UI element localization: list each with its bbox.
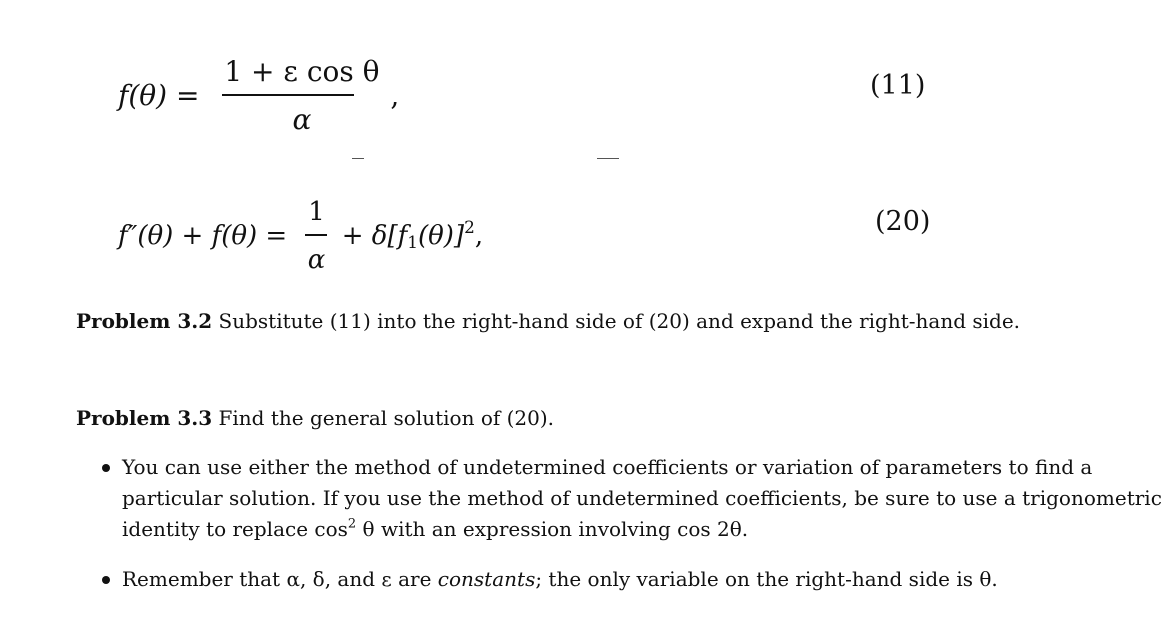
equation-20-number: (20)	[875, 206, 931, 237]
hint-list	[100, 452, 1162, 595]
bullet-1-line-3	[122, 514, 940, 545]
bullet-2-text-a: Remember that α, δ, and ε are	[122, 567, 438, 591]
equation-20-expression	[118, 192, 483, 280]
bullet-icon	[102, 576, 110, 584]
equation-11-trailing: ,	[390, 78, 400, 112]
problem-3-3-label: Problem 3.3	[76, 406, 213, 430]
equation-20-denominator: α	[307, 244, 326, 275]
equation-11-denominator: α	[292, 102, 312, 136]
equation-20-rest	[342, 216, 483, 256]
equation-20-lhs: f″(θ) + f(θ) =	[118, 220, 288, 251]
problem-3-2-label: Problem 3.2	[76, 309, 213, 333]
equation-20-rest-prefix: + δ[f	[341, 220, 408, 251]
equation-11-fraction	[222, 52, 381, 140]
equation-11-lhs: f(θ) =	[118, 78, 200, 112]
list-item	[100, 452, 1162, 545]
bullet-1-line-3-a: identity to replace cos	[122, 517, 348, 541]
bullet-2-text-b: ; the only variable on the right-hand side is θ.	[535, 567, 998, 591]
bullet-1-line-2: particular solution. If you use the method of undetermined coefficients, be sure to use a trigonometric	[122, 486, 1162, 510]
equation-20-fraction	[305, 192, 327, 280]
bullet-1-line-1: You can use either the method of undetermined coefficients or variation of parameters to find a	[122, 455, 1093, 479]
list-item	[100, 564, 998, 595]
equation-20-numerator: 1	[308, 197, 325, 227]
equation-11-numerator: 1 + ε cos θ	[224, 55, 380, 88]
problem-3-2-text: Substitute (11) into the right-hand side of (20) and expand the right-hand side.	[218, 309, 1021, 333]
scan-artifact	[597, 158, 619, 159]
equation-20-rest-mid: (θ)]	[417, 220, 465, 251]
equation-11-expression	[118, 52, 399, 140]
bullet-1-line-3-b: θ with an expression involving cos 2θ.	[356, 517, 749, 541]
scan-artifact	[352, 158, 364, 159]
bullet-2-emphasis: constants	[437, 567, 536, 591]
bullet-2-text	[122, 564, 998, 595]
problem-3-2	[76, 306, 1020, 336]
equation-20-superscript: 2	[464, 216, 475, 237]
equation-20-subscript: 1	[407, 232, 418, 253]
problem-3-3	[76, 403, 554, 433]
equation-20-trailing: ,	[474, 220, 484, 251]
bullet-icon	[102, 464, 110, 472]
equation-11-number: (11)	[870, 70, 926, 101]
problem-3-3-text: Find the general solution of (20).	[218, 406, 555, 430]
bullet-1-superscript: 2	[347, 516, 357, 532]
